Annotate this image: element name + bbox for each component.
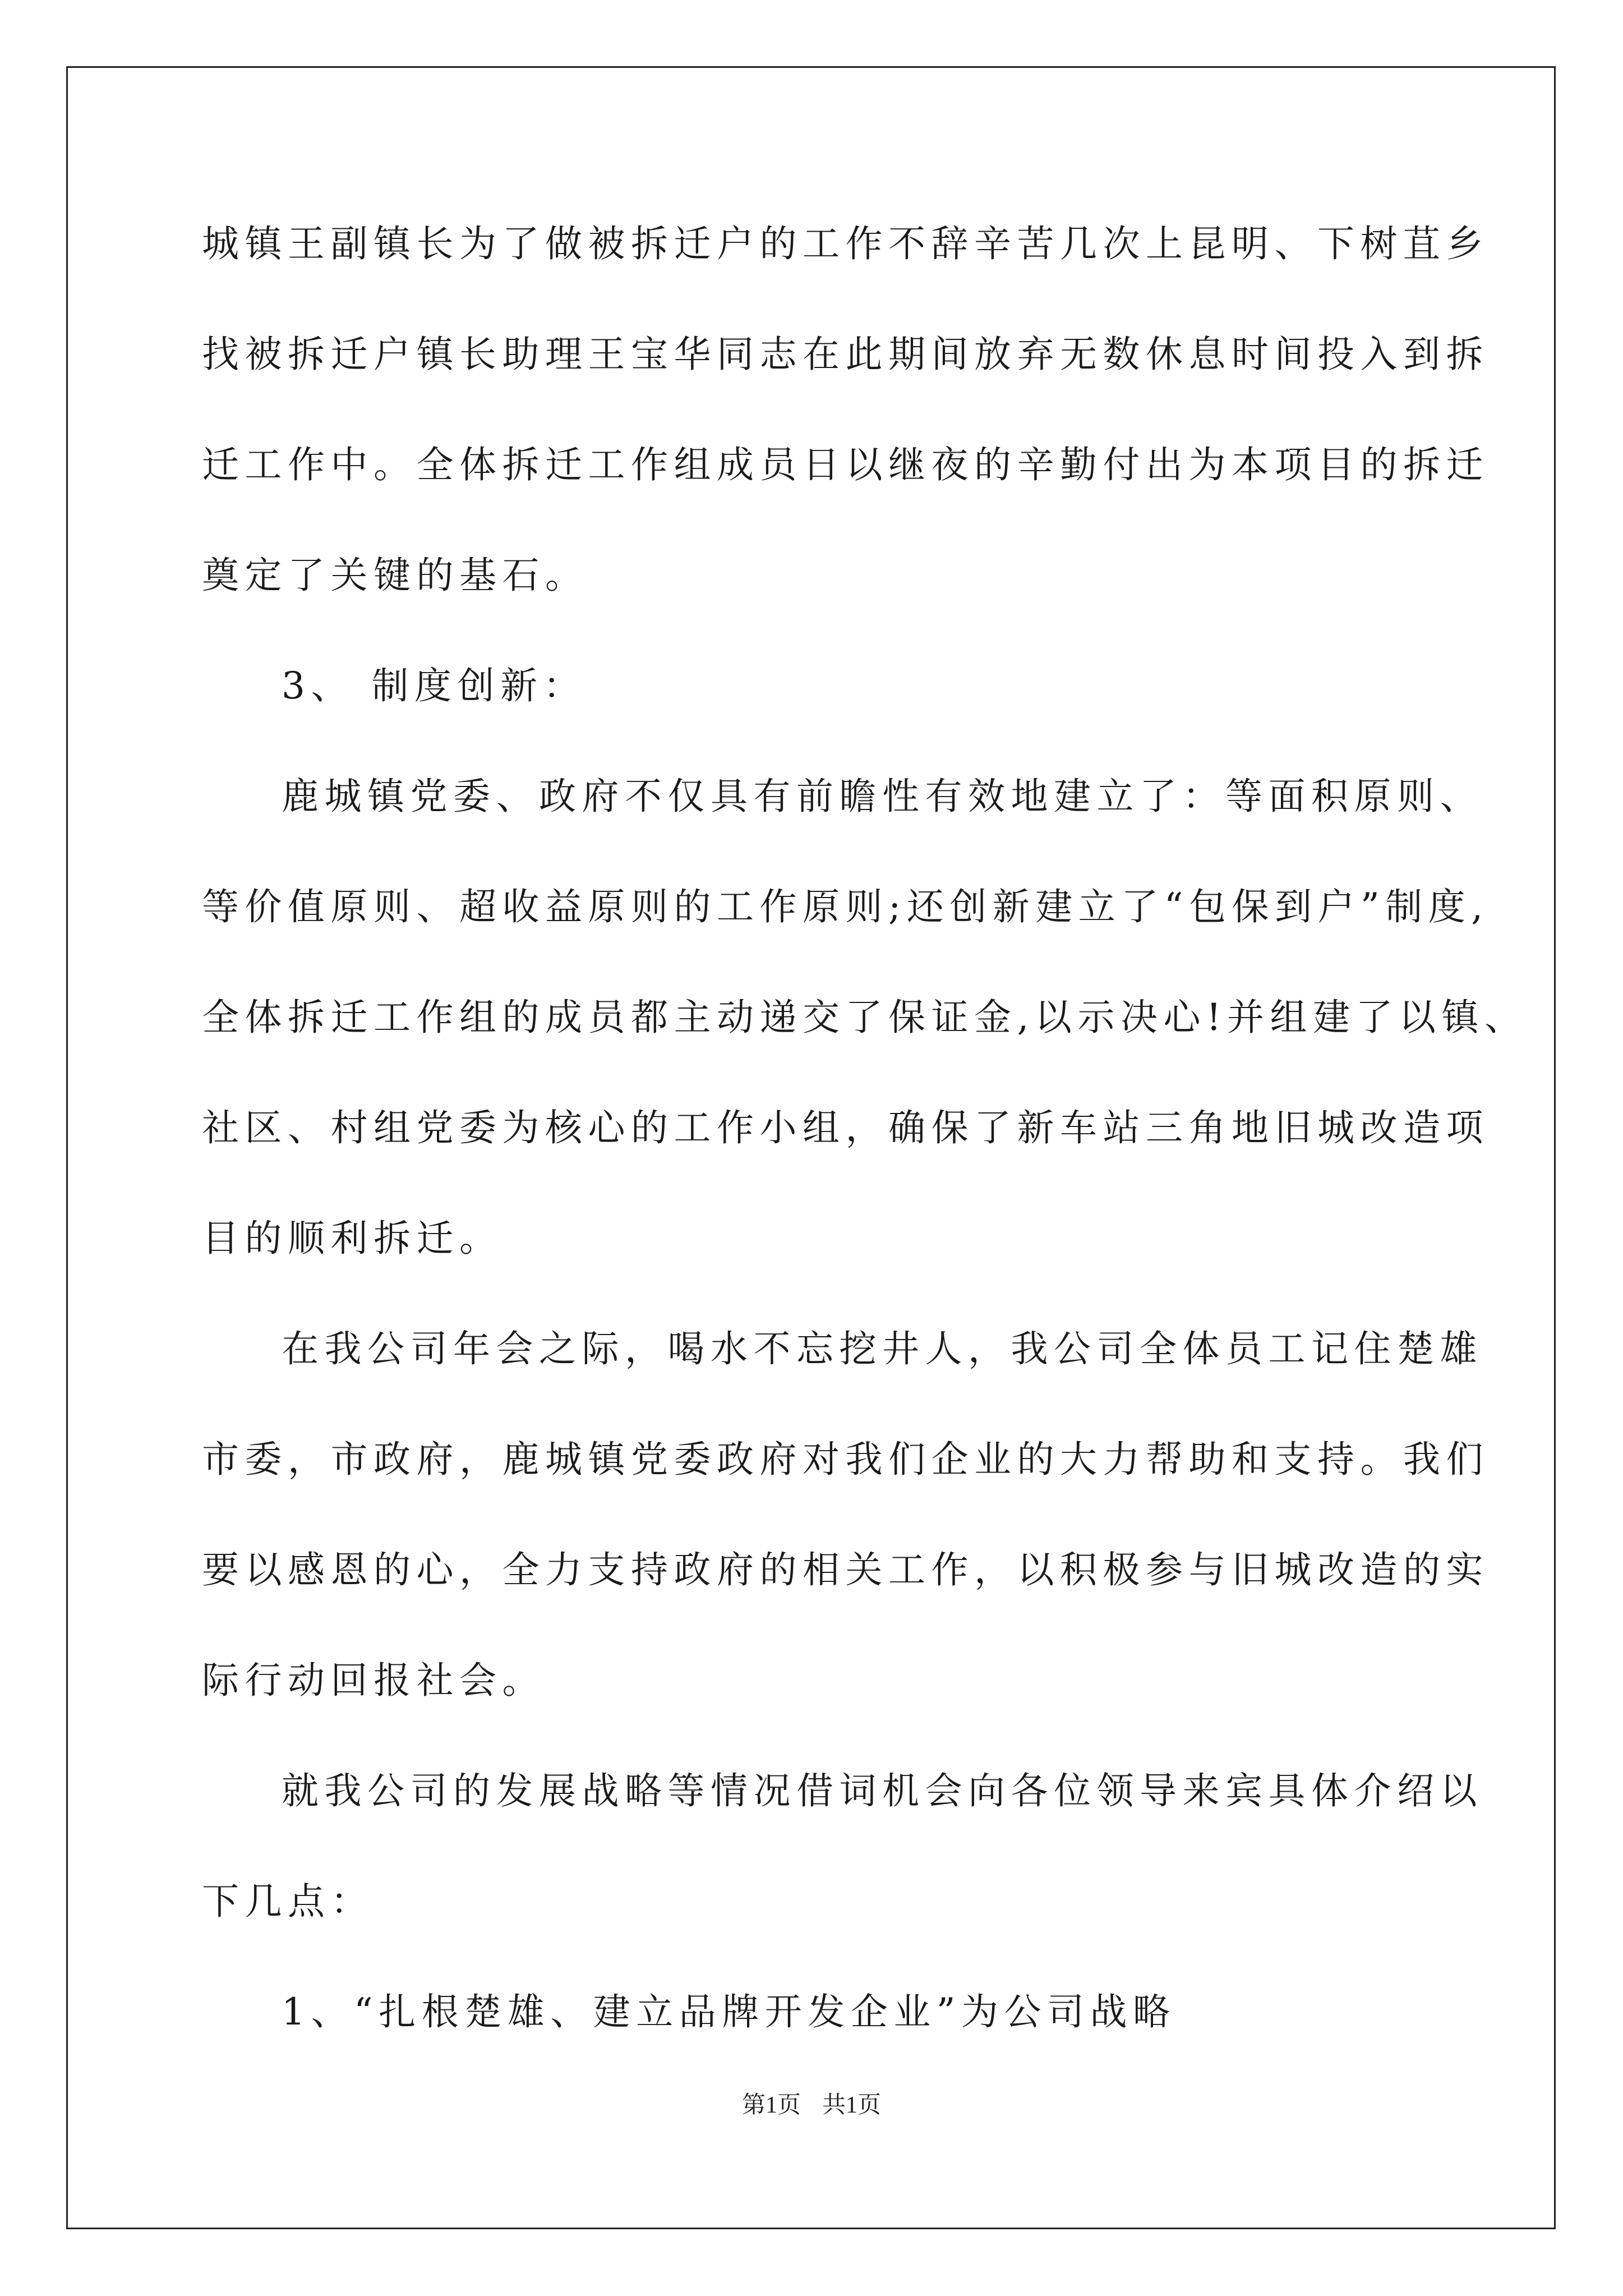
paragraph-line: 等价值原则、超收益原则的工作原则;还创新建立了“包保到户”制度,: [202, 885, 1489, 928]
paragraph-line: 社区、村组党委为核心的工作小组，确保了新车站三角地旧城改造项: [202, 1106, 1489, 1149]
paragraph-line: 鹿城镇党委、政府不仅具有前瞻性有效地建立了：等面积原则、: [282, 775, 1483, 818]
paragraph-line: 奠定了关键的基石。: [202, 554, 588, 597]
paragraph-line: 迁工作中。全体拆迁工作组成员日以继夜的辛勤付出为本项目的拆迁: [202, 443, 1489, 486]
paragraph-line: 在我公司年会之际，喝水不忘挖井人，我公司全体员工记住楚雄: [282, 1327, 1483, 1370]
section-heading: 3、 制度创新：: [282, 664, 586, 707]
paragraph-line: 下几点：: [202, 1880, 374, 1923]
paragraph-line: 城镇王副镇长为了做被拆迁户的工作不辞辛苦几次上昆明、下树苴乡: [202, 222, 1489, 265]
paragraph-line: 目的顺利拆迁。: [202, 1217, 502, 1260]
page-footer: [0, 2090, 1623, 2121]
page-total: 共1页: [822, 2092, 882, 2118]
paragraph-line: 全体拆迁工作组的成员都主动递交了保证金,以示决心!并组建了以镇、: [202, 996, 1528, 1039]
page-number: 第1页: [741, 2092, 801, 2118]
paragraph-line: 市委，市政府，鹿城镇党委政府对我们企业的大力帮助和支持。我们: [202, 1438, 1489, 1481]
paragraph-line: 就我公司的发展战略等情况借词机会向各位领导来宾具体介绍以: [282, 1769, 1483, 1812]
paragraph-line: 找被拆迁户镇长助理王宝华同志在此期间放弃无数休息时间投入到拆: [202, 333, 1489, 376]
paragraph-line: 际行动回报社会。: [202, 1659, 545, 1702]
paragraph-line: 要以感恩的心，全力支持政府的相关工作，以积极参与旧城改造的实: [202, 1548, 1489, 1591]
list-item: 1、“扎根楚雄、建立品牌开发企业”为公司战略: [282, 1990, 1176, 2033]
